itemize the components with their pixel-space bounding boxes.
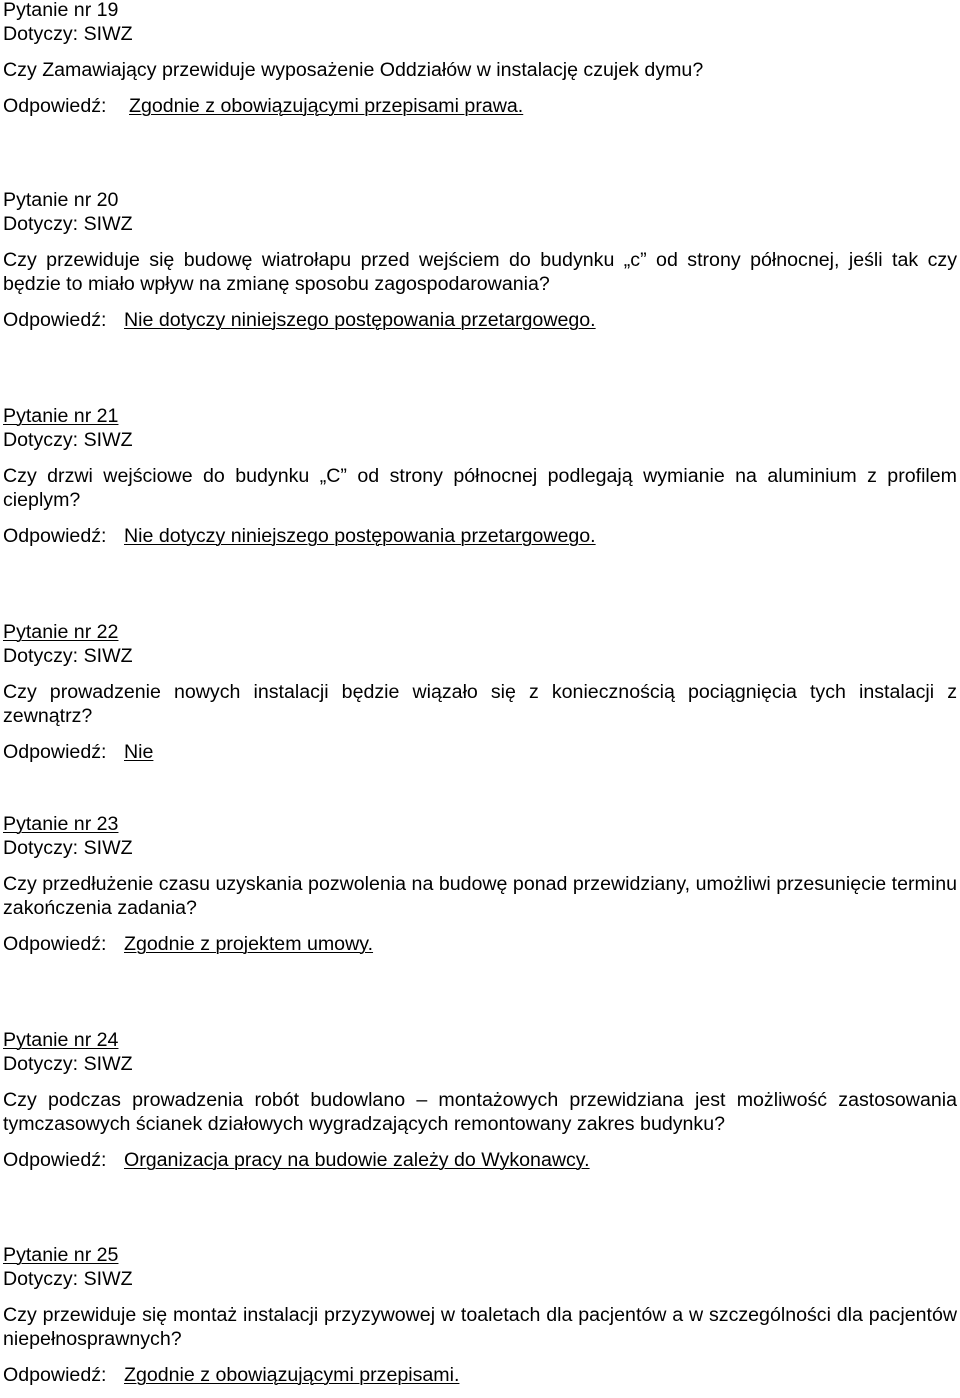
question-concerns: Dotyczy: SIWZ [3,1268,133,1290]
answer-label: Odpowiedź: [3,525,107,547]
question-text: Czy drzwi wejściowe do budynku „C” od strony północnej podlegają wymianie na aluminium z profilem cieplym? [3,465,957,511]
answer-text: Zgodnie z obowiązującymi przepisami. [124,1364,460,1386]
question-text: Czy przewiduje się budowę wiatrołapu przed wejściem do budynku „c” od strony północnej, jeśli tak czy będzie to miało wpływ na zmianę sposobu zagospodarowania? [3,249,957,295]
question-block-22 [3,620,957,764]
question-concerns: Dotyczy: SIWZ [3,837,133,859]
question-number: Pytanie nr 22 [3,621,119,643]
question-number: Pytanie nr 21 [3,405,119,427]
question-block-20 [3,188,957,332]
answer-text: Zgodnie z obowiązującymi przepisami prawa. [129,95,524,117]
answer-label: Odpowiedź: [3,933,107,955]
answer-text: Nie [124,741,154,763]
question-text: Czy Zamawiający przewiduje wyposażenie Oddziałów w instalację czujek dymu? [3,59,704,81]
answer-text: Organizacja pracy na budowie zależy do Wykonawcy. [124,1149,590,1171]
question-text: Czy przedłużenie czasu uzyskania pozwolenia na budowę ponad przewidziany, umożliwi przesunięcie terminu zakończenia zadania? [3,873,957,919]
answer-label: Odpowiedź: [3,1149,107,1171]
answer-line [3,1148,957,1172]
question-block-25 [3,1243,957,1387]
answer-label: Odpowiedź: [3,1364,107,1386]
question-concerns: Dotyczy: SIWZ [3,429,133,451]
answer-line [3,524,957,548]
answer-line [3,94,957,118]
answer-line [3,740,957,764]
question-text: Czy prowadzenie nowych instalacji będzie wiązało się z koniecznością pociągnięcia tych instalacji z zewnątrz? [3,681,957,727]
question-number: Pytanie nr 23 [3,813,119,835]
question-number: Pytanie nr 25 [3,1244,119,1266]
question-number: Pytanie nr 24 [3,1029,119,1051]
question-concerns: Dotyczy: SIWZ [3,23,133,45]
question-block-21 [3,404,957,548]
answer-line [3,308,957,332]
answer-line [3,932,957,956]
answer-line [3,1363,957,1387]
answer-text: Nie dotyczy niniejszego postępowania przetargowego. [124,525,596,547]
question-block-24 [3,1028,957,1172]
question-text: Czy przewiduje się montaż instalacji przyzywowej w toaletach dla pacjentów a w szczególności dla pacjentów niepełnosprawnych? [3,1304,957,1350]
question-text: Czy podczas prowadzenia robót budowlano – montażowych przewidziana jest możliwość zastosowania tymczasowych ścianek działowych wygradzających remontowany zakres budynku? [3,1089,957,1135]
question-concerns: Dotyczy: SIWZ [3,645,133,667]
question-number: Pytanie nr 19 [3,0,119,21]
question-concerns: Dotyczy: SIWZ [3,213,133,235]
question-block-23 [3,812,957,956]
answer-text: Zgodnie z projektem umowy. [124,933,374,955]
answer-label: Odpowiedź: [3,741,107,763]
question-block-19 [3,0,957,118]
answer-text: Nie dotyczy niniejszego postępowania przetargowego. [124,309,596,331]
answer-label: Odpowiedź: [3,309,107,331]
question-number: Pytanie nr 20 [3,189,119,211]
answer-label: Odpowiedź: [3,95,107,117]
question-concerns: Dotyczy: SIWZ [3,1053,133,1075]
